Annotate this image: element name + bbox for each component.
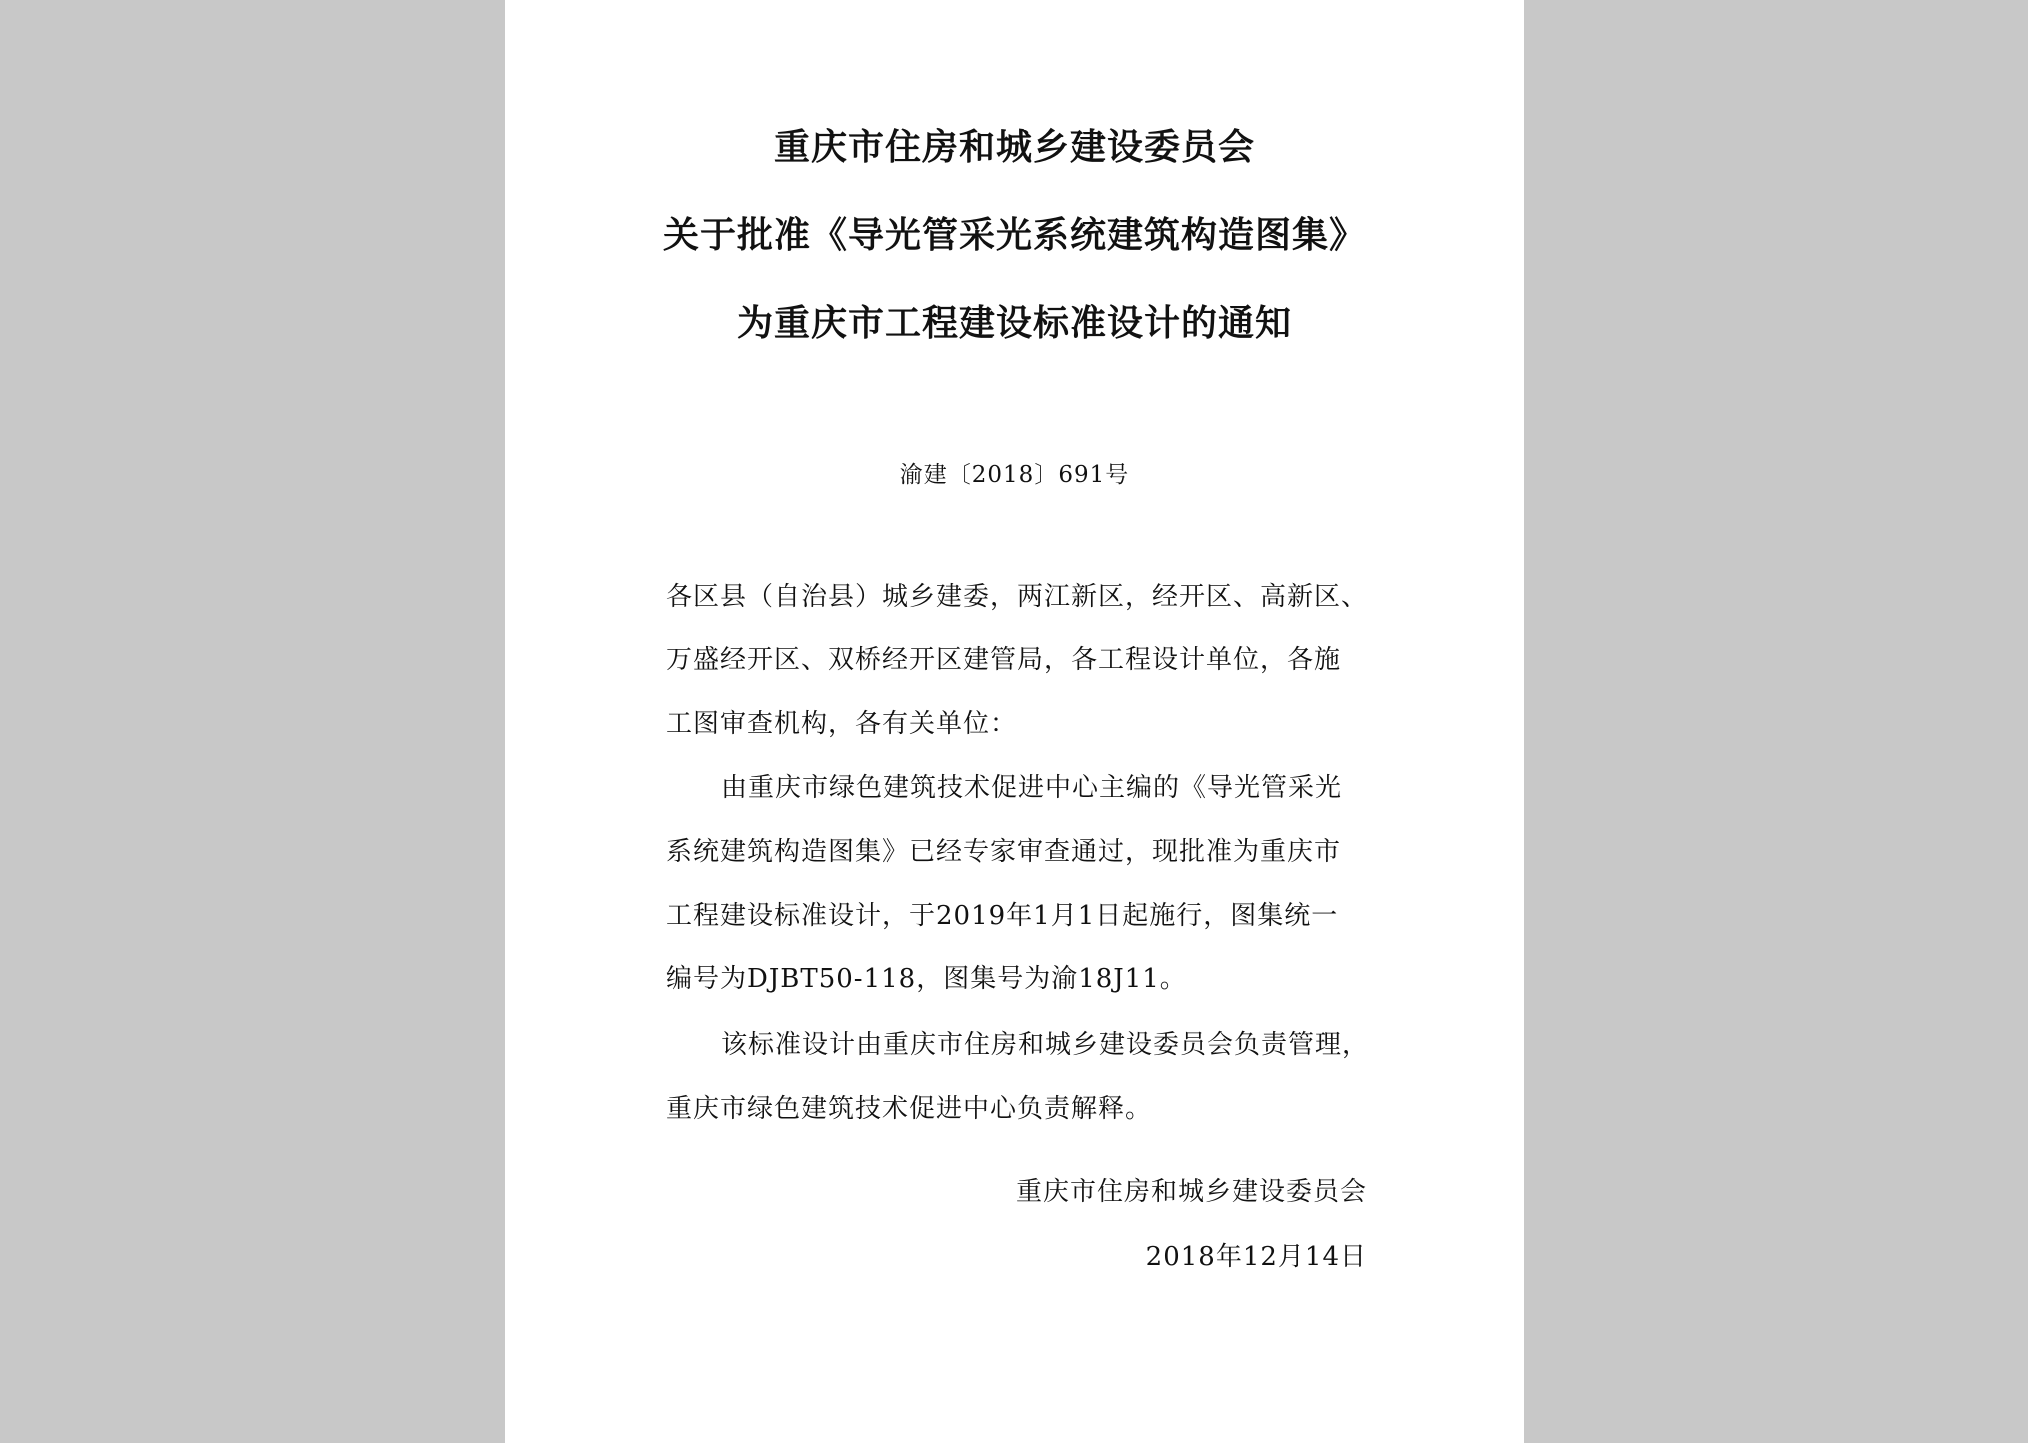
- title-line-1: 重庆市住房和城乡建设委员会: [773, 127, 1255, 168]
- paragraph1-line-3: 工程建设标准设计，于2019年1月1日起施行，图集统一: [666, 901, 1339, 931]
- recipients-line-3: 工图审查机构，各有关单位：: [666, 709, 1018, 739]
- document-page: [505, 0, 1524, 1443]
- recipients-line-2: 万盛经开区、双桥经开区建管局，各工程设计单位，各施: [666, 645, 1342, 675]
- paragraph1-line-4: 编号为DJBT50-118，图集号为渝18J11。: [666, 964, 1187, 994]
- paragraph1-line-1: 由重庆市绿色建筑技术促进中心主编的《导光管采光: [721, 773, 1343, 803]
- signature-organization: 重庆市住房和城乡建设委员会: [1015, 1177, 1367, 1207]
- recipients-line-1: 各区县（自治县）城乡建委，两江新区，经开区、高新区、: [666, 582, 1369, 612]
- paragraph2-line-1: 该标准设计由重庆市住房和城乡建设委员会负责管理，: [721, 1030, 1370, 1060]
- signature-date: 2018年12月14日: [1145, 1242, 1367, 1272]
- title-line-3: 为重庆市工程建设标准设计的通知: [736, 303, 1292, 344]
- paragraph1-line-2: 系统建筑构造图集》已经专家审查通过，现批准为重庆市: [666, 837, 1342, 867]
- paragraph2-line-2: 重庆市绿色建筑技术促进中心负责解释。: [666, 1094, 1153, 1124]
- title-line-2: 关于批准《导光管采光系统建筑构造图集》: [662, 215, 1366, 256]
- document-number: 渝建〔2018〕691号: [899, 462, 1130, 488]
